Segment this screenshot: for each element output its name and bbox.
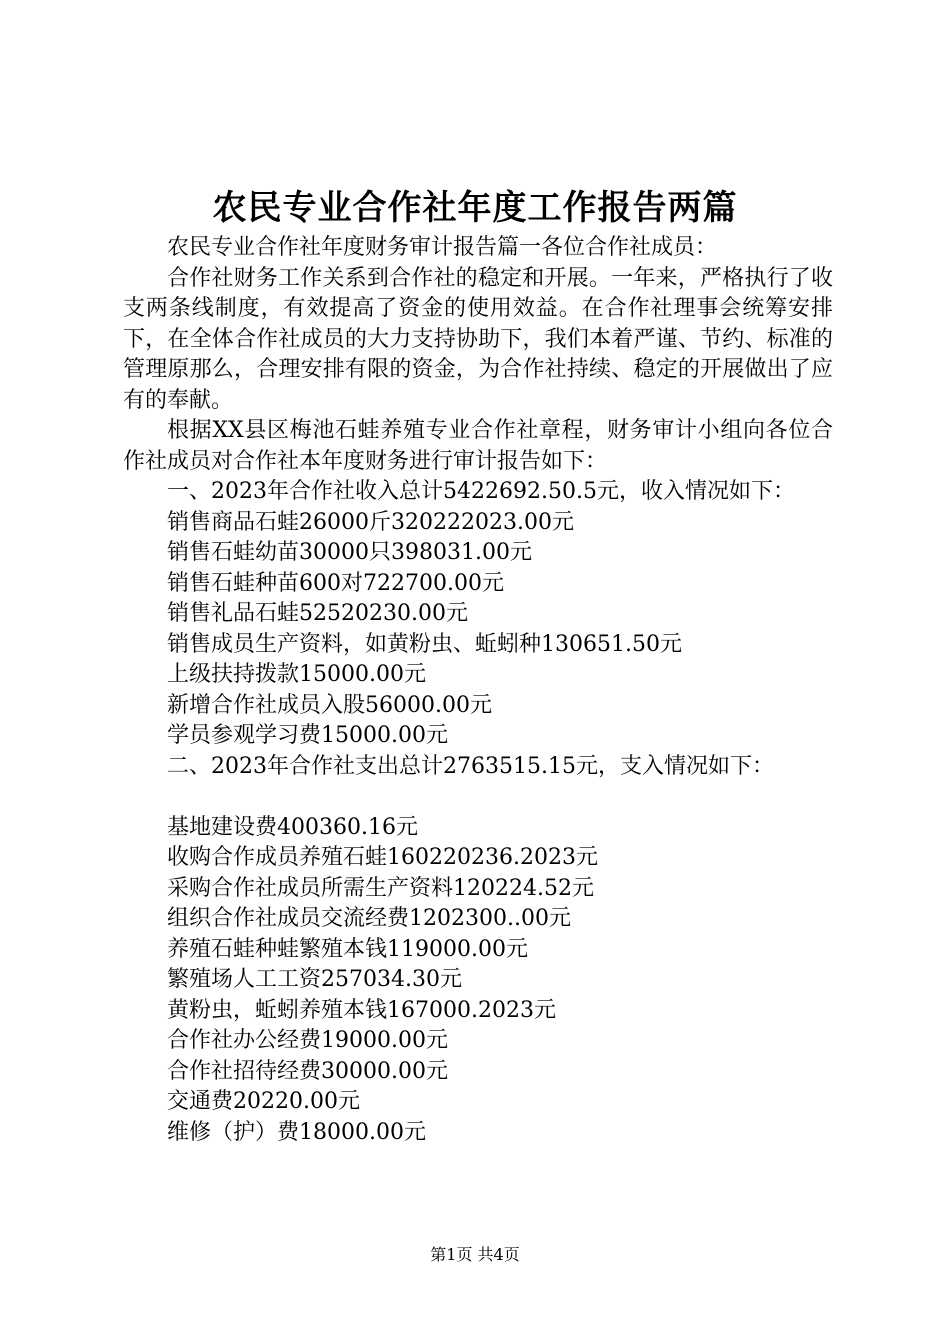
expense-item: 合作社办公经费19000.00元	[167, 1028, 448, 1053]
income-item: 销售礼品石蛙52520230.00元	[167, 601, 468, 626]
income-heading: 一、2023年合作社收入总计5422692.50.5元，收入情况如下：	[167, 479, 795, 504]
expense-item: 基地建设费400360.16元	[167, 814, 418, 840]
expense-heading: 二、2023年合作社支出总计2763515.15元，支入情况如下：	[167, 753, 774, 779]
expense-item: 维修（护）费18000.00元	[167, 1119, 426, 1145]
income-item: 上级扶持拨款15000.00元	[167, 662, 426, 687]
income-item: 销售石蛙种苗600对722700.00元	[167, 570, 504, 596]
intro-paragraph: 合作社财务工作关系到合作社的稳定和开展。一年来，严格执行了收支两条线制度，有效提高了资金的使用效益。在合作社理事会统筹安排下，在全体合作社成员的大力支持协助下，我们本着严谨、节约、标准的管理原那么，合理安排有限的资金，为合作社持续、稳定的开展做出了应有的奉献。	[123, 265, 833, 413]
income-item: 销售商品石蛙26000斤320222023.00元	[167, 509, 574, 535]
page-number: 第1页	[430, 1245, 473, 1264]
page-footer	[0, 1243, 950, 1267]
expense-item: 养殖石蛙种蛙繁殖本钱119000.00元	[167, 936, 528, 962]
expense-item: 采购合作社成员所需生产资料120224.52元	[167, 875, 594, 901]
expense-item: 交通费20220.00元	[167, 1089, 360, 1114]
income-item: 销售成员生产资料，如黄粉虫、蚯蚓种130651.50元	[167, 631, 682, 657]
page-total: 共4页	[477, 1245, 520, 1264]
income-item: 新增合作社成员入股56000.00元	[167, 692, 492, 718]
blank-line	[123, 782, 833, 813]
document-title: 农民专业合作社年度工作报告两篇	[212, 188, 738, 228]
salutation-paragraph: 农民专业合作社年度财务审计报告篇一各位合作社成员：	[167, 235, 718, 260]
document-body	[123, 233, 833, 1148]
income-item: 学员参观学习费15000.00元	[167, 723, 448, 748]
expense-item: 黄粉虫，蚯蚓养殖本钱167000.2023元	[167, 997, 556, 1023]
expense-item: 收购合作成员养殖石蛙160220236.2023元	[167, 845, 598, 870]
income-item: 销售石蛙幼苗30000只398031.00元	[167, 540, 532, 565]
basis-paragraph: 根据XX县区梅池石蛙养殖专业合作社章程，财务审计小组向各位合作社成员对合作社本年度财务进行审计报告如下：	[123, 418, 833, 474]
expense-item: 组织合作社成员交流经费1202300..00元	[167, 906, 571, 931]
expense-item: 合作社招待经费30000.00元	[167, 1058, 448, 1084]
expense-item: 繁殖场人工工资257034.30元	[167, 967, 462, 992]
